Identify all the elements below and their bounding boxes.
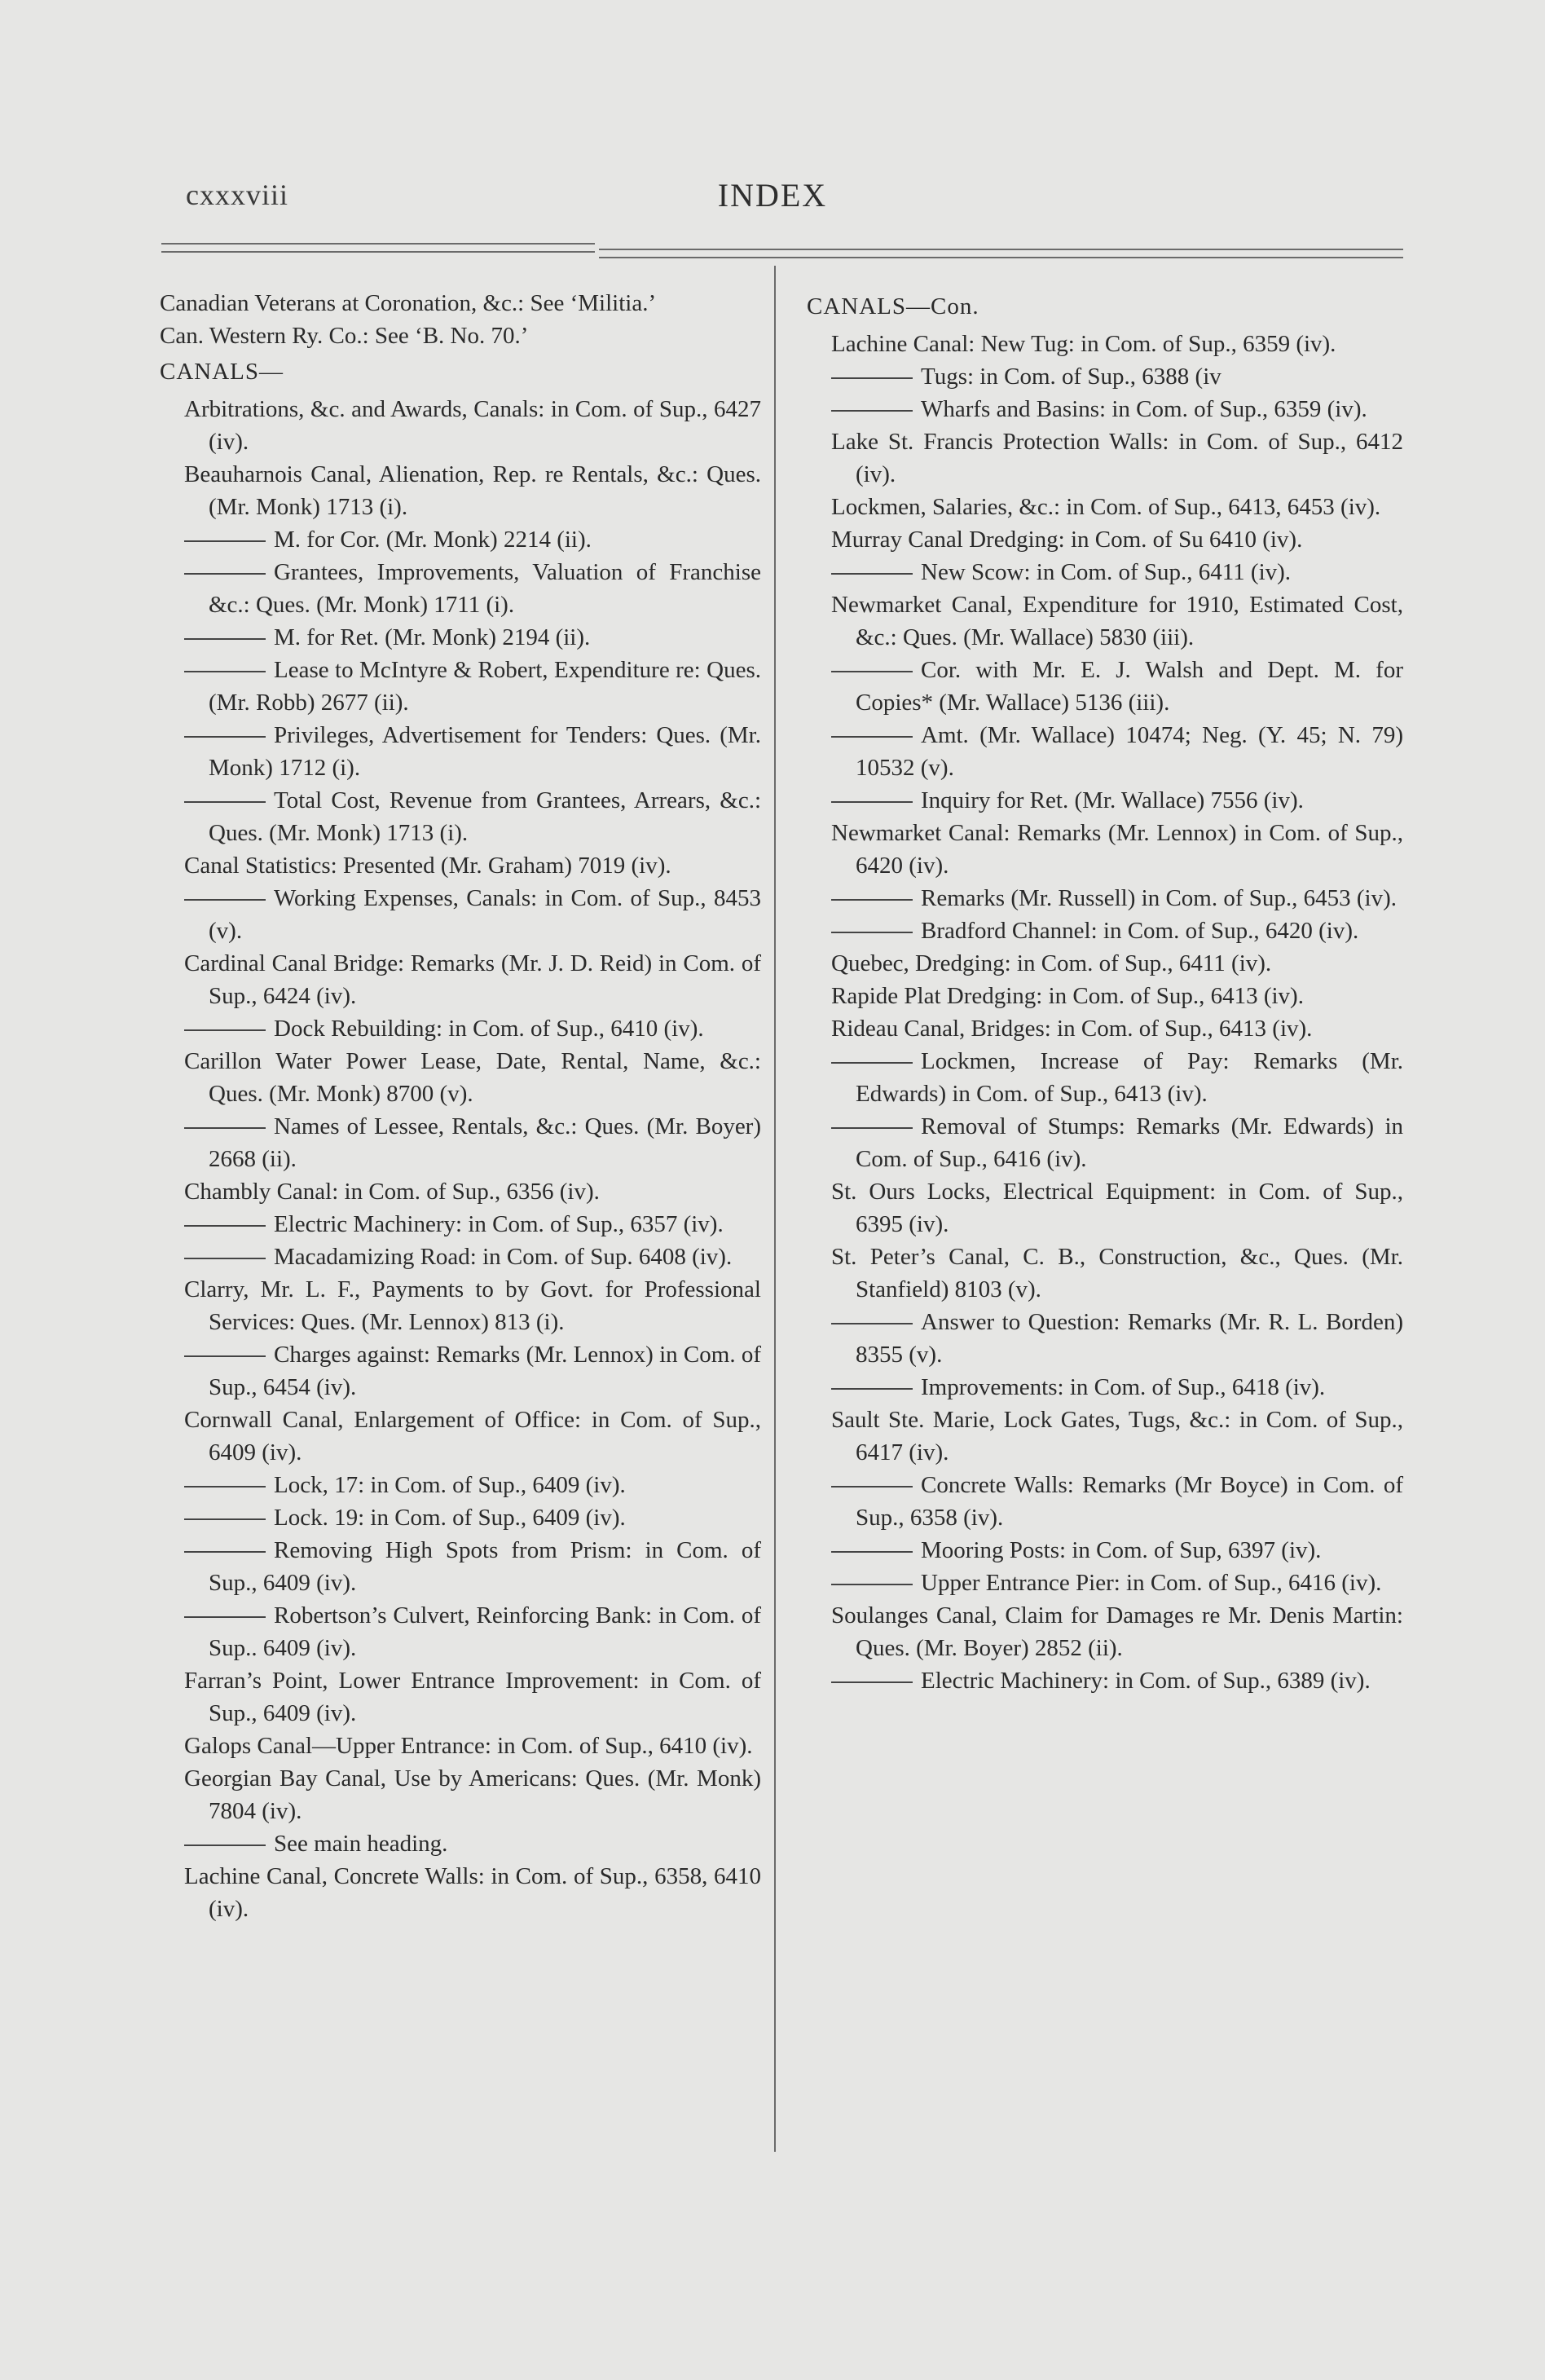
entry-text: Canadian Veterans at Coronation, &c.: See ‘Militia.’ — [160, 290, 657, 316]
ditto-dash — [831, 801, 913, 803]
entry-text: Sault Ste. Marie, Lock Gates, Tugs, &c.: in Com. of Sup., 6417 (iv). — [831, 1407, 1403, 1465]
index-entry — [807, 1567, 1403, 1599]
ditto-dash — [831, 1062, 913, 1064]
index-entry — [807, 654, 1403, 719]
index-entry — [807, 784, 1403, 817]
index-entry — [160, 882, 761, 947]
index-entry — [160, 849, 761, 882]
entry-text: Robertson’s Culvert, Reinforcing Bank: in Com. of Sup.. 6409 (iv). — [209, 1602, 761, 1661]
index-entry — [807, 1664, 1403, 1697]
index-entry — [807, 1045, 1403, 1110]
entry-text: Improvements: in Com. of Sup., 6418 (iv). — [921, 1374, 1326, 1400]
ditto-dash — [831, 1486, 913, 1488]
entry-text: Soulanges Canal, Claim for Damages re Mr. Denis Martin: Ques. (Mr. Boyer) 2852 (ii). — [831, 1602, 1403, 1661]
entry-text: Names of Lessee, Rentals, &c.: Ques. (Mr. Boyer) 2668 (ii). — [209, 1113, 761, 1172]
entry-text: Bradford Channel: in Com. of Sup., 6420 (iv). — [921, 918, 1359, 944]
page-title: INDEX — [717, 177, 828, 214]
entry-text: Lachine Canal, Concrete Walls: in Com. of Sup., 6358, 6410 (iv). — [184, 1863, 761, 1922]
ditto-dash — [184, 671, 266, 672]
entry-text: Cardinal Canal Bridge: Remarks (Mr. J. D. Reid) in Com. of Sup., 6424 (iv). — [184, 950, 761, 1009]
ditto-dash — [831, 1388, 913, 1390]
ditto-dash — [184, 1551, 266, 1553]
column-divider — [774, 266, 776, 2152]
ditto-dash — [184, 1127, 266, 1129]
entry-text: Privileges, Advertisement for Tenders: Ques. (Mr. Monk) 1712 (i). — [209, 722, 761, 781]
entry-text: Newmarket Canal: Remarks (Mr. Lennox) in Com. of Sup., 6420 (iv). — [831, 820, 1403, 879]
ditto-dash — [184, 899, 266, 901]
index-entry — [807, 556, 1403, 588]
header-rule — [599, 257, 1403, 258]
section-heading — [160, 355, 761, 388]
ditto-dash — [184, 1844, 266, 1846]
entry-text: Lockmen, Salaries, &c.: in Com. of Sup., 6413, 6453 (iv). — [831, 494, 1381, 520]
index-entry — [807, 393, 1403, 425]
index-entry — [807, 1241, 1403, 1306]
entry-text: Removing High Spots from Prism: in Com. of Sup., 6409 (iv). — [209, 1537, 761, 1596]
ditto-dash — [184, 801, 266, 803]
index-entry — [807, 719, 1403, 784]
ditto-dash — [831, 1551, 913, 1553]
entry-text: Dock Rebuilding: in Com. of Sup., 6410 (iv). — [274, 1016, 704, 1042]
index-entry — [807, 1175, 1403, 1241]
index-entry — [807, 1534, 1403, 1567]
index-entry — [160, 556, 761, 621]
ditto-dash — [184, 638, 266, 640]
index-entry — [160, 1012, 761, 1045]
index-entry — [807, 1599, 1403, 1664]
ditto-dash — [831, 1681, 913, 1683]
entry-text: M. for Cor. (Mr. Monk) 2214 (ii). — [274, 527, 592, 553]
entry-text: Newmarket Canal, Expenditure for 1910, Estimated Cost, &c.: Ques. (Mr. Wallace) 5830 (iii). — [831, 592, 1403, 650]
right-column — [807, 287, 1403, 1697]
index-entry — [160, 1175, 761, 1208]
entry-text: Lease to McIntyre & Robert, Expenditure re: Ques. (Mr. Robb) 2677 (ii). — [209, 657, 761, 716]
index-entry — [160, 1273, 761, 1338]
entry-text: Georgian Bay Canal, Use by Americans: Ques. (Mr. Monk) 7804 (iv). — [184, 1765, 761, 1824]
page-number: cxxxviii — [186, 178, 288, 211]
ditto-dash — [831, 932, 913, 933]
ditto-dash — [184, 1225, 266, 1227]
entry-text: Rapide Plat Dredging: in Com. of Sup., 6413 (iv). — [831, 983, 1304, 1009]
index-entry — [807, 1110, 1403, 1175]
entry-text: Lockmen, Increase of Pay: Remarks (Mr. Edwards) in Com. of Sup., 6413 (iv). — [856, 1048, 1403, 1107]
index-entry — [807, 947, 1403, 980]
index-entry — [160, 1730, 761, 1762]
index-entry — [807, 1306, 1403, 1371]
entry-text: Lachine Canal: New Tug: in Com. of Sup., 6359 (iv). — [831, 331, 1336, 357]
entry-text: Working Expenses, Canals: in Com. of Sup., 8453 (v). — [209, 885, 761, 944]
ditto-dash — [831, 377, 913, 379]
index-entry — [160, 1110, 761, 1175]
entry-text: M. for Ret. (Mr. Monk) 2194 (ii). — [274, 624, 591, 650]
index-entry — [807, 1404, 1403, 1469]
entry-text: Removal of Stumps: Remarks (Mr. Edwards) in Com. of Sup., 6416 (iv). — [856, 1113, 1403, 1172]
index-entry — [160, 393, 761, 458]
index-entry — [807, 491, 1403, 523]
entry-text: CANALS—Con. — [807, 293, 979, 320]
entry-text: Lock, 17: in Com. of Sup., 6409 (iv). — [274, 1472, 626, 1498]
entry-text: Murray Canal Dredging: in Com. of Su 6410 (iv). — [831, 527, 1303, 553]
index-entry — [807, 1371, 1403, 1404]
ditto-dash — [184, 540, 266, 542]
index-entry — [807, 588, 1403, 654]
index-entry — [807, 915, 1403, 947]
entry-text: Arbitrations, &c. and Awards, Canals: in Com. of Sup., 6427 (iv). — [184, 396, 761, 455]
entry-text: Canal Statistics: Presented (Mr. Graham) 7019 (iv). — [184, 853, 671, 879]
entry-text: Clarry, Mr. L. F., Payments to by Govt. for Professional Services: Ques. (Mr. Lennox) 813 (i). — [184, 1276, 761, 1335]
ditto-dash — [831, 1584, 913, 1585]
index-entry — [807, 523, 1403, 556]
entry-text: Answer to Question: Remarks (Mr. R. L. Borden) 8355 (v). — [856, 1309, 1403, 1368]
index-entry — [807, 817, 1403, 882]
index-entry — [807, 360, 1403, 393]
index-entry — [807, 1012, 1403, 1045]
index-entry — [160, 458, 761, 523]
entry-text: Farran’s Point, Lower Entrance Improvement: in Com. of Sup., 6409 (iv). — [184, 1668, 761, 1726]
entry-text: Cor. with Mr. E. J. Walsh and Dept. M. for Copies* (Mr. Wallace) 5136 (iii). — [856, 657, 1403, 716]
index-entry — [160, 784, 761, 849]
index-entry — [160, 287, 761, 320]
entry-text: Amt. (Mr. Wallace) 10474; Neg. (Y. 45; N. 79) 10532 (v). — [856, 722, 1403, 781]
index-entry — [160, 523, 761, 556]
ditto-dash — [831, 410, 913, 412]
index-entry — [160, 947, 761, 1012]
entry-text: Galops Canal—Upper Entrance: in Com. of Sup., 6410 (iv). — [184, 1733, 753, 1759]
index-entry — [160, 1338, 761, 1404]
ditto-dash — [184, 1486, 266, 1488]
index-entry — [807, 328, 1403, 360]
entry-text: New Scow: in Com. of Sup., 6411 (iv). — [921, 559, 1292, 585]
index-entry — [160, 1664, 761, 1730]
header-rule — [599, 249, 1403, 250]
index-entry — [160, 1404, 761, 1469]
ditto-dash — [184, 1616, 266, 1618]
entry-text: Electric Machinery: in Com. of Sup., 6357 (iv). — [274, 1211, 724, 1237]
entry-text: Upper Entrance Pier: in Com. of Sup., 6416 (iv). — [921, 1570, 1382, 1596]
entry-text: CANALS— — [160, 359, 284, 385]
index-entry — [160, 1501, 761, 1534]
index-entry — [160, 320, 761, 352]
entry-text: Lock. 19: in Com. of Sup., 6409 (iv). — [274, 1505, 626, 1531]
entry-text: Macadamizing Road: in Com. of Sup. 6408 (iv). — [274, 1244, 733, 1270]
ditto-dash — [831, 736, 913, 738]
index-entry — [807, 1469, 1403, 1534]
entry-text: Beauharnois Canal, Alienation, Rep. re Rentals, &c.: Ques. (Mr. Monk) 1713 (i). — [184, 461, 761, 520]
ditto-dash — [831, 671, 913, 672]
entry-text: Can. Western Ry. Co.: See ‘B. No. 70.’ — [160, 323, 529, 349]
entry-text: Electric Machinery: in Com. of Sup., 6389 (iv). — [921, 1668, 1371, 1694]
ditto-dash — [184, 736, 266, 738]
index-entry — [160, 719, 761, 784]
entry-text: St. Peter’s Canal, C. B., Construction, &c., Ques. (Mr. Stanfield) 8103 (v). — [831, 1244, 1403, 1302]
entry-text: Lake St. Francis Protection Walls: in Com. of Sup., 6412 (iv). — [831, 429, 1403, 487]
entry-text: St. Ours Locks, Electrical Equipment: in Com. of Sup., 6395 (iv). — [831, 1179, 1403, 1237]
index-entry — [807, 425, 1403, 491]
entry-text: Cornwall Canal, Enlargement of Office: in Com. of Sup., 6409 (iv). — [184, 1407, 761, 1465]
entry-text: Total Cost, Revenue from Grantees, Arrears, &c.: Ques. (Mr. Monk) 1713 (i). — [209, 787, 761, 846]
entry-text: Wharfs and Basins: in Com. of Sup., 6359 (iv). — [921, 396, 1367, 422]
index-entry — [160, 1045, 761, 1110]
ditto-dash — [831, 1323, 913, 1324]
entry-text: Charges against: Remarks (Mr. Lennox) in Com. of Sup., 6454 (iv). — [209, 1342, 761, 1400]
index-entry — [160, 1762, 761, 1827]
index-entry — [160, 1241, 761, 1273]
ditto-dash — [184, 1518, 266, 1520]
entry-text: Concrete Walls: Remarks (Mr Boyce) in Com. of Sup., 6358 (iv). — [856, 1472, 1403, 1531]
index-entry — [160, 1860, 761, 1925]
entry-text: Remarks (Mr. Russell) in Com. of Sup., 6453 (iv). — [921, 885, 1398, 911]
index-entry — [160, 1534, 761, 1599]
index-entry — [160, 1208, 761, 1241]
index-entry — [160, 1599, 761, 1664]
header-rule — [161, 243, 595, 245]
entry-text: Mooring Posts: in Com. of Sup, 6397 (iv). — [921, 1537, 1322, 1563]
entry-text: Carillon Water Power Lease, Date, Rental, Name, &c.: Ques. (Mr. Monk) 8700 (v). — [184, 1048, 761, 1107]
ditto-dash — [831, 1127, 913, 1129]
section-heading — [807, 290, 1403, 323]
ditto-dash — [184, 1355, 266, 1357]
ditto-dash — [184, 573, 266, 575]
ditto-dash — [831, 899, 913, 901]
index-entry — [160, 654, 761, 719]
index-entry — [160, 1469, 761, 1501]
index-entry — [807, 980, 1403, 1012]
header-rule — [161, 251, 595, 253]
entry-text: Tugs: in Com. of Sup., 6388 (iv — [921, 364, 1221, 390]
index-entry — [160, 1827, 761, 1860]
entry-text: Inquiry for Ret. (Mr. Wallace) 7556 (iv). — [921, 787, 1304, 813]
index-entry — [160, 621, 761, 654]
entry-text: Rideau Canal, Bridges: in Com. of Sup., 6413 (iv). — [831, 1016, 1313, 1042]
ditto-dash — [184, 1258, 266, 1259]
entry-text: Grantees, Improvements, Valuation of Franchise &c.: Ques. (Mr. Monk) 1711 (i). — [209, 559, 761, 618]
entry-text: Quebec, Dredging: in Com. of Sup., 6411 (iv). — [831, 950, 1272, 976]
ditto-dash — [184, 1029, 266, 1031]
ditto-dash — [831, 573, 913, 575]
entry-text: Chambly Canal: in Com. of Sup., 6356 (iv). — [184, 1179, 600, 1205]
left-column — [160, 287, 761, 1925]
entry-text: See main heading. — [274, 1831, 448, 1857]
index-entry — [807, 882, 1403, 915]
